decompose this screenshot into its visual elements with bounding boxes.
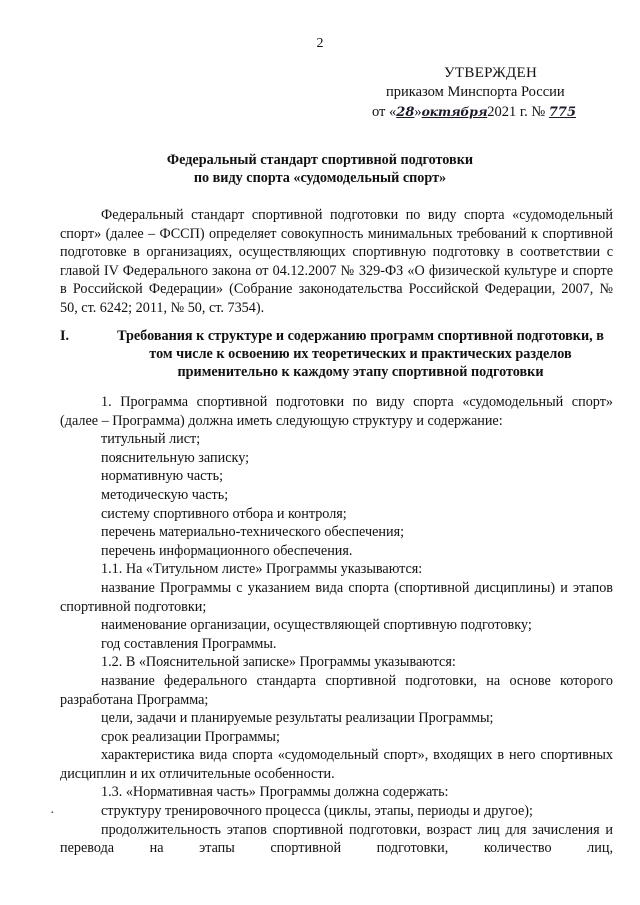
document-title-line-1: Федеральный стандарт спортивной подготовки — [166, 152, 474, 168]
handwritten-order-number: 775 — [548, 105, 577, 120]
paragraph-1-3-b: продолжительность этапов спортивной подготовки, возраст лиц для зачисления и перевода на этапы спортивной подготовки, количество лиц, — [60, 821, 613, 857]
list-item: систему спортивного отбора и контроля; — [101, 505, 347, 522]
handwritten-day: 28 — [396, 105, 415, 120]
paragraph-1: 1. Программа спортивной подготовки по виду спорта «судомодельный спорт» (далее – Программа) должна иметь следующую структуру и содержание: — [60, 394, 613, 429]
section-heading-text: Требования к структуре и содержанию программ спортивной подготовки, в том числе к освоению их теоретических и практических разделов применительно к каждому этапу спортивной подготовки — [117, 328, 604, 380]
list-item: титульный лист; — [101, 431, 201, 448]
intro-block — [60, 206, 613, 318]
intro-paragraph: Федеральный стандарт спортивной подготовки по виду спорта «судомодельный спорт» (далее – ФССП) определяет совокупность минимальных требований к спортивной подготовке в организациях, осуществляющих спортивную подготовку в соответствии с главой IV Федерального закона от 04.12.2007 № 329-ФЗ «О физической культуре и спорте в Российской Федерации» (Собрание законодательства Российской Федерации, 2007, № 50, ст. 6242; 2011, № 50, ст. 7354). — [60, 207, 613, 316]
date-year: 2021 г. № — [487, 104, 546, 120]
paragraph-1-2-b: цели, задачи и планируемые результаты реализации Программы; — [101, 710, 494, 727]
scan-mark: · — [50, 806, 55, 821]
paragraph-1-2-d: характеристика вида спорта «судомодельный спорт», входящих в него спортивных дисциплин и их отличительные особенности. — [60, 747, 613, 782]
requirements-body — [60, 393, 613, 858]
paragraph-1-1-c: год составления Программы. — [101, 635, 277, 652]
list-item: пояснительную записку; — [101, 449, 250, 466]
paragraph-1-2: 1.2. В «Пояснительной записке» Программы указываются: — [101, 654, 456, 671]
list-item: нормативную часть; — [101, 468, 224, 485]
paragraph-1-1-b: наименование организации, осуществляющей спортивную подготовку; — [101, 617, 532, 634]
document-title-line-2: по виду спорта «судомодельный спорт» — [193, 170, 447, 186]
section-heading — [60, 327, 615, 381]
paragraph-1-2-c: срок реализации Программы; — [101, 728, 280, 745]
paragraph-1-1: 1.1. На «Титульном листе» Программы указываются: — [101, 561, 423, 578]
handwritten-month: октября — [421, 104, 488, 119]
date-mid: » — [414, 104, 422, 120]
document-title — [60, 151, 580, 187]
approval-date-line — [372, 102, 612, 122]
date-prefix: от « — [372, 104, 397, 120]
list-item: перечень материально-технического обеспечения; — [101, 524, 405, 541]
section-number: I. — [60, 328, 70, 344]
page-number: 2 — [316, 36, 324, 51]
paragraph-1-3-a: структуру тренировочного процесса (циклы, этапы, периоды и другое); — [101, 803, 533, 820]
list-item: методическую часть; — [101, 486, 229, 503]
paragraph-1-2-a: название федерального стандарта спортивной подготовки, на основе которого разработана Программа; — [60, 672, 613, 708]
list-item: перечень информационного обеспечения. — [101, 542, 353, 559]
approval-order-line: приказом Минспорта России — [386, 84, 565, 100]
approval-block — [372, 64, 612, 122]
approval-title: УТВЕРЖДЕН — [444, 65, 538, 81]
paragraph-1-3: 1.3. «Нормативная часть» Программы должна содержать: — [101, 784, 449, 801]
paragraph-1-1-a: название Программы с указанием вида спорта (спортивной дисциплины) и этапов спортивной подготовки; — [60, 579, 613, 615]
